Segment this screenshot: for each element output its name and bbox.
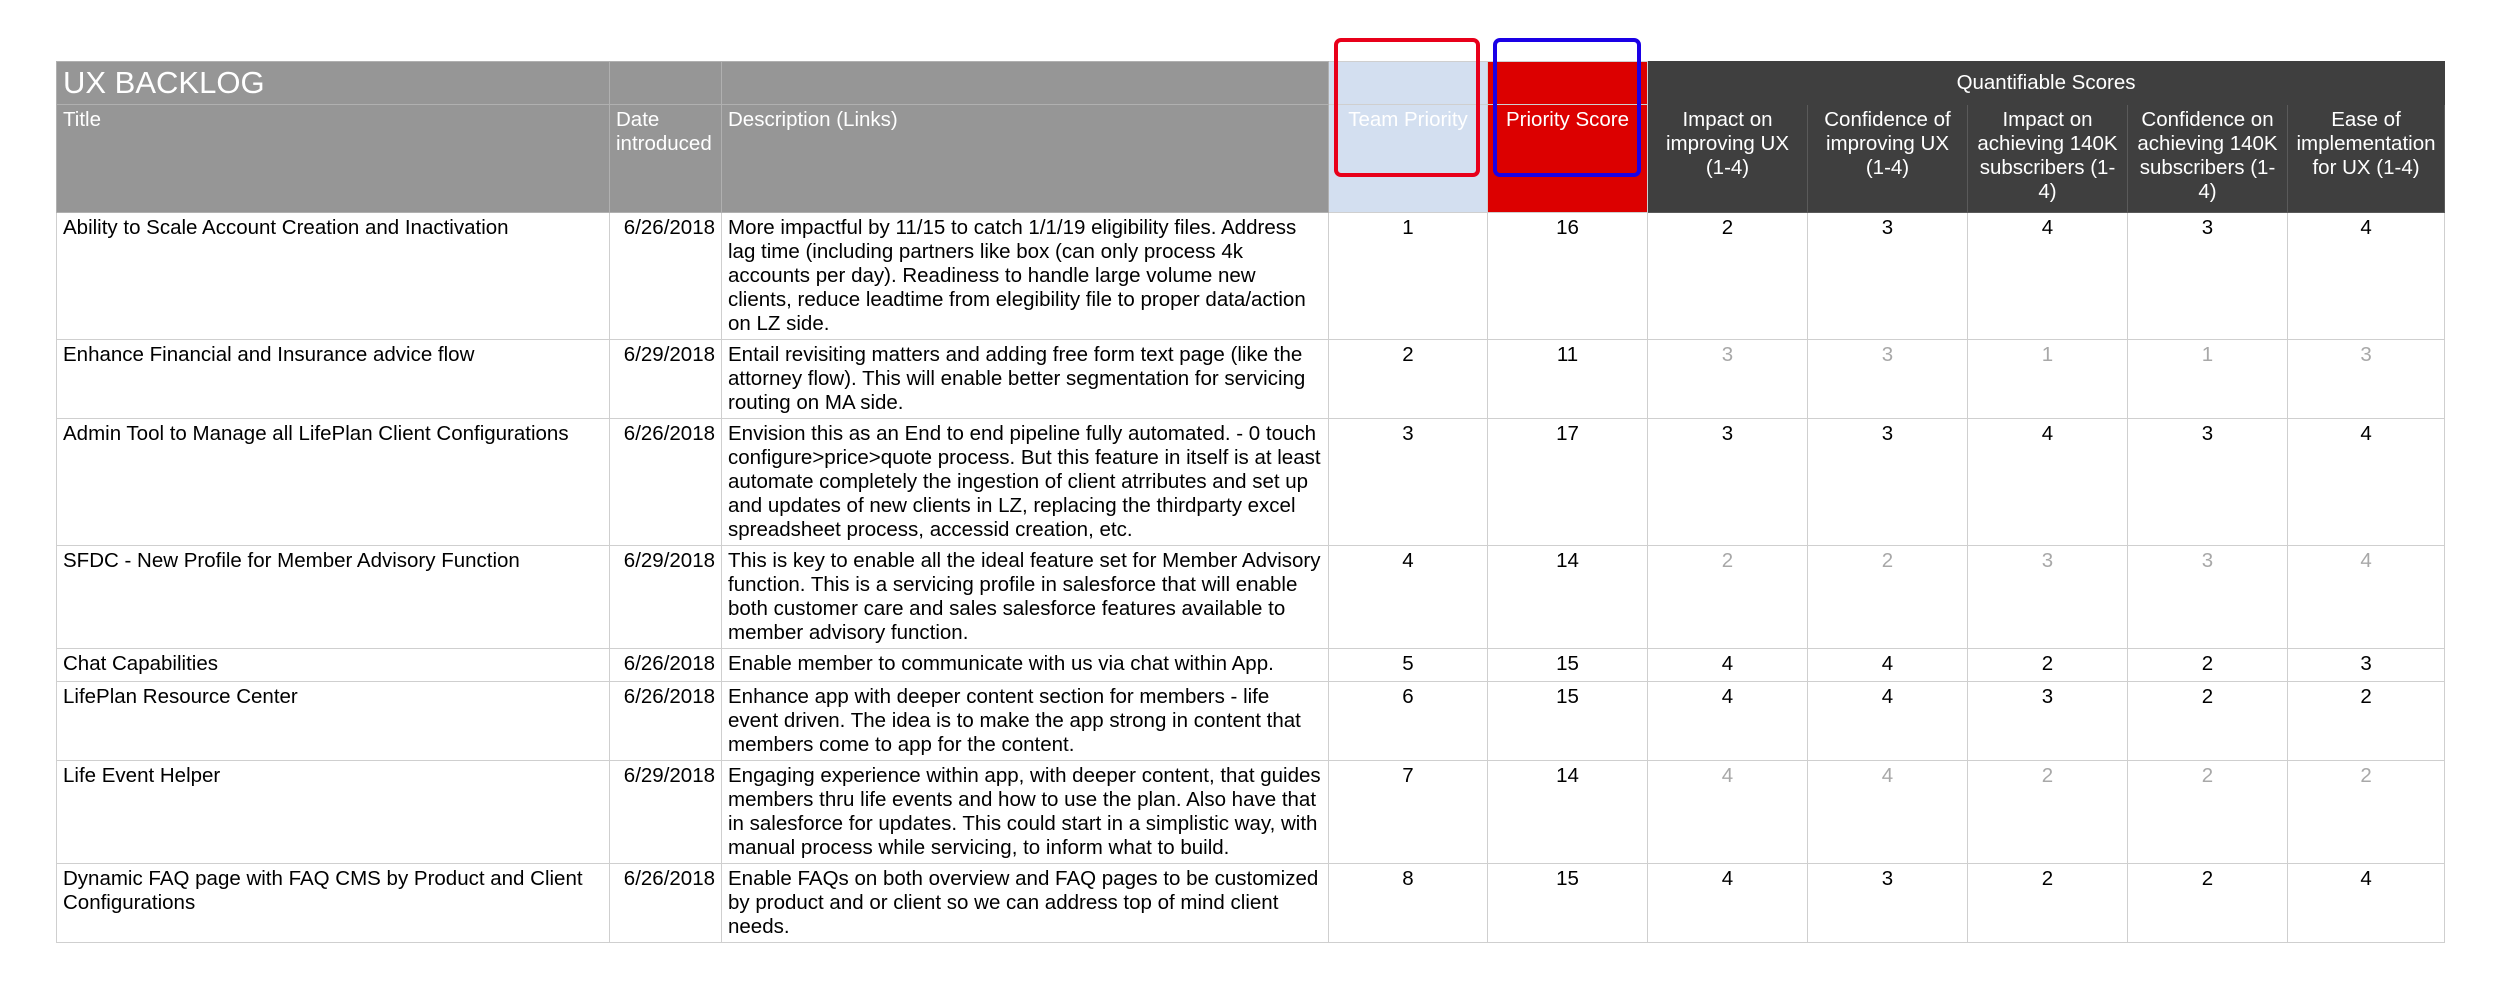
cell-confidence-ux[interactable]: 3 bbox=[1808, 864, 1968, 943]
cell-confidence-subscribers[interactable]: 3 bbox=[2128, 213, 2288, 340]
cell-description[interactable]: Envision this as an End to end pipeline fully automated. - 0 touch configure>price>quote process. But this feature in itself is at least automate completely the ingestion of client atrributes and set up and updates of new clients in LZ, replacing the thirdparty excel spreadsheet process, accessid creation, etc. bbox=[722, 419, 1329, 546]
cell-impact-subscribers[interactable]: 2 bbox=[1968, 761, 2128, 864]
cell-title[interactable]: Enhance Financial and Insurance advice flow bbox=[57, 340, 610, 419]
cell-confidence-ux[interactable]: 3 bbox=[1808, 419, 1968, 546]
cell-title[interactable]: Chat Capabilities bbox=[57, 649, 610, 682]
table-row bbox=[57, 761, 2445, 864]
cell-title[interactable]: Admin Tool to Manage all LifePlan Client Configurations bbox=[57, 419, 610, 546]
cell-ease[interactable]: 3 bbox=[2288, 649, 2445, 682]
cell-ease[interactable]: 3 bbox=[2288, 340, 2445, 419]
cell-team-priority[interactable]: 8 bbox=[1329, 864, 1488, 943]
cell-confidence-subscribers[interactable]: 3 bbox=[2128, 546, 2288, 649]
cell-date[interactable]: 6/29/2018 bbox=[610, 340, 722, 419]
cell-impact-ux[interactable]: 3 bbox=[1648, 419, 1808, 546]
cell-title[interactable]: Ability to Scale Account Creation and Inactivation bbox=[57, 213, 610, 340]
cell-date[interactable]: 6/26/2018 bbox=[610, 864, 722, 943]
cell-description[interactable]: Engaging experience within app, with deeper content, that guides members thru life events and how to use the plan. Also have that in salesforce for updates. This could start in a simplistic way, with manual process while servicing, to inform what to build. bbox=[722, 761, 1329, 864]
col-header-description[interactable]: Description (Links) bbox=[722, 105, 1329, 213]
cell-confidence-subscribers[interactable]: 2 bbox=[2128, 649, 2288, 682]
cell-impact-subscribers[interactable]: 3 bbox=[1968, 682, 2128, 761]
cell-impact-subscribers[interactable]: 2 bbox=[1968, 649, 2128, 682]
cell-title[interactable]: Life Event Helper bbox=[57, 761, 610, 864]
cell-title[interactable]: Dynamic FAQ page with FAQ CMS by Product and Client Configurations bbox=[57, 864, 610, 943]
cell-ease[interactable]: 4 bbox=[2288, 864, 2445, 943]
col-header-team-priority[interactable]: Team Priority bbox=[1329, 105, 1488, 213]
cell-impact-subscribers[interactable]: 3 bbox=[1968, 546, 2128, 649]
cell-description[interactable]: Entail revisiting matters and adding free form text page (like the attorney flow). This will enable better segmentation for servicing routing on MA side. bbox=[722, 340, 1329, 419]
cell-priority-score[interactable]: 15 bbox=[1488, 864, 1648, 943]
cell-ease[interactable]: 2 bbox=[2288, 761, 2445, 864]
cell-impact-ux[interactable]: 4 bbox=[1648, 864, 1808, 943]
cell-ease[interactable]: 2 bbox=[2288, 682, 2445, 761]
cell-priority-score[interactable]: 14 bbox=[1488, 761, 1648, 864]
cell-ease[interactable]: 4 bbox=[2288, 546, 2445, 649]
cell-confidence-ux[interactable]: 3 bbox=[1808, 340, 1968, 419]
table-row bbox=[57, 649, 2445, 682]
cell-confidence-subscribers[interactable]: 3 bbox=[2128, 419, 2288, 546]
table-row bbox=[57, 682, 2445, 761]
cell-date[interactable]: 6/26/2018 bbox=[610, 213, 722, 340]
cell-date[interactable]: 6/26/2018 bbox=[610, 682, 722, 761]
cell-impact-ux[interactable]: 2 bbox=[1648, 213, 1808, 340]
col-header-title[interactable]: Title bbox=[57, 105, 610, 213]
cell-team-priority[interactable]: 5 bbox=[1329, 649, 1488, 682]
ux-backlog-table bbox=[56, 61, 2445, 943]
cell-impact-subscribers[interactable]: 2 bbox=[1968, 864, 2128, 943]
cell-priority-score[interactable]: 11 bbox=[1488, 340, 1648, 419]
table-row bbox=[57, 546, 2445, 649]
cell-impact-subscribers[interactable]: 4 bbox=[1968, 213, 2128, 340]
cell-priority-score[interactable]: 17 bbox=[1488, 419, 1648, 546]
sheet-title-cell[interactable] bbox=[57, 62, 610, 105]
col-header-ease[interactable]: Ease of implementation for UX (1-4) bbox=[2288, 105, 2445, 213]
cell-ease[interactable]: 4 bbox=[2288, 213, 2445, 340]
col-header-priority-score[interactable]: Priority Score bbox=[1488, 105, 1648, 213]
cell-confidence-subscribers[interactable]: 1 bbox=[2128, 340, 2288, 419]
cell-confidence-subscribers[interactable]: 2 bbox=[2128, 761, 2288, 864]
col-header-impact-subscribers[interactable]: Impact on achieving 140K subscribers (1-4) bbox=[1968, 105, 2128, 213]
cell-description[interactable]: Enable member to communicate with us via chat within App. bbox=[722, 649, 1329, 682]
cell-title[interactable]: LifePlan Resource Center bbox=[57, 682, 610, 761]
cell-team-priority[interactable]: 4 bbox=[1329, 546, 1488, 649]
spreadsheet bbox=[56, 61, 2444, 943]
cell-confidence-ux[interactable]: 2 bbox=[1808, 546, 1968, 649]
cell-team-priority[interactable]: 7 bbox=[1329, 761, 1488, 864]
cell-impact-ux[interactable]: 3 bbox=[1648, 340, 1808, 419]
col-header-confidence-subscribers[interactable]: Confidence on achieving 140K subscribers (1-4) bbox=[2128, 105, 2288, 213]
cell-priority-score[interactable]: 15 bbox=[1488, 682, 1648, 761]
cell-confidence-subscribers[interactable]: 2 bbox=[2128, 864, 2288, 943]
table-row bbox=[57, 864, 2445, 943]
cell-description[interactable]: Enable FAQs on both overview and FAQ pages to be customized by product and or client so we can address top of mind client needs. bbox=[722, 864, 1329, 943]
header-blank-cell[interactable] bbox=[1488, 62, 1648, 105]
table-row bbox=[57, 419, 2445, 546]
cell-team-priority[interactable]: 6 bbox=[1329, 682, 1488, 761]
cell-team-priority[interactable]: 3 bbox=[1329, 419, 1488, 546]
col-header-impact-ux[interactable]: Impact on improving UX (1-4) bbox=[1648, 105, 1808, 213]
cell-confidence-subscribers[interactable]: 2 bbox=[2128, 682, 2288, 761]
cell-impact-subscribers[interactable]: 4 bbox=[1968, 419, 2128, 546]
cell-team-priority[interactable]: 1 bbox=[1329, 213, 1488, 340]
cell-impact-subscribers[interactable]: 1 bbox=[1968, 340, 2128, 419]
header-blank-cell[interactable] bbox=[1329, 62, 1488, 105]
cell-ease[interactable]: 4 bbox=[2288, 419, 2445, 546]
quantifiable-scores-header[interactable]: Quantifiable Scores bbox=[1648, 62, 2445, 105]
col-header-date[interactable]: Date introduced bbox=[610, 105, 722, 213]
cell-confidence-ux[interactable]: 4 bbox=[1808, 761, 1968, 864]
cell-confidence-ux[interactable]: 4 bbox=[1808, 649, 1968, 682]
sheet-title: UX BACKLOG bbox=[63, 65, 265, 100]
table-row bbox=[57, 340, 2445, 419]
cell-priority-score[interactable]: 14 bbox=[1488, 546, 1648, 649]
cell-description[interactable]: This is key to enable all the ideal feature set for Member Advisory function. This is a servicing profile in salesforce that will enable both customer care and sales salesforce features available to member advisory function. bbox=[722, 546, 1329, 649]
cell-date[interactable]: 6/29/2018 bbox=[610, 761, 722, 864]
cell-date[interactable]: 6/26/2018 bbox=[610, 649, 722, 682]
cell-description[interactable]: Enhance app with deeper content section for members - life event driven. The idea is to make the app strong in content that members come to app for the content. bbox=[722, 682, 1329, 761]
cell-impact-ux[interactable]: 2 bbox=[1648, 546, 1808, 649]
cell-date[interactable]: 6/29/2018 bbox=[610, 546, 722, 649]
table-row bbox=[57, 213, 2445, 340]
cell-description[interactable]: More impactful by 11/15 to catch 1/1/19 eligibility files. Address lag time (including partners like box (can only process 4k accounts per day). Readiness to handle large volume new clients, reduce leadtime from elegibility file to proper data/action on LZ side. bbox=[722, 213, 1329, 340]
cell-date[interactable]: 6/26/2018 bbox=[610, 419, 722, 546]
cell-confidence-ux[interactable]: 4 bbox=[1808, 682, 1968, 761]
header-blank-cell[interactable] bbox=[722, 62, 1329, 105]
cell-impact-ux[interactable]: 4 bbox=[1648, 761, 1808, 864]
cell-title[interactable]: SFDC - New Profile for Member Advisory Function bbox=[57, 546, 610, 649]
col-header-confidence-ux[interactable]: Confidence of improving UX (1-4) bbox=[1808, 105, 1968, 213]
header-blank-cell[interactable] bbox=[610, 62, 722, 105]
cell-impact-ux[interactable]: 4 bbox=[1648, 649, 1808, 682]
cell-priority-score[interactable]: 15 bbox=[1488, 649, 1648, 682]
cell-priority-score[interactable]: 16 bbox=[1488, 213, 1648, 340]
cell-impact-ux[interactable]: 4 bbox=[1648, 682, 1808, 761]
cell-team-priority[interactable]: 2 bbox=[1329, 340, 1488, 419]
cell-confidence-ux[interactable]: 3 bbox=[1808, 213, 1968, 340]
